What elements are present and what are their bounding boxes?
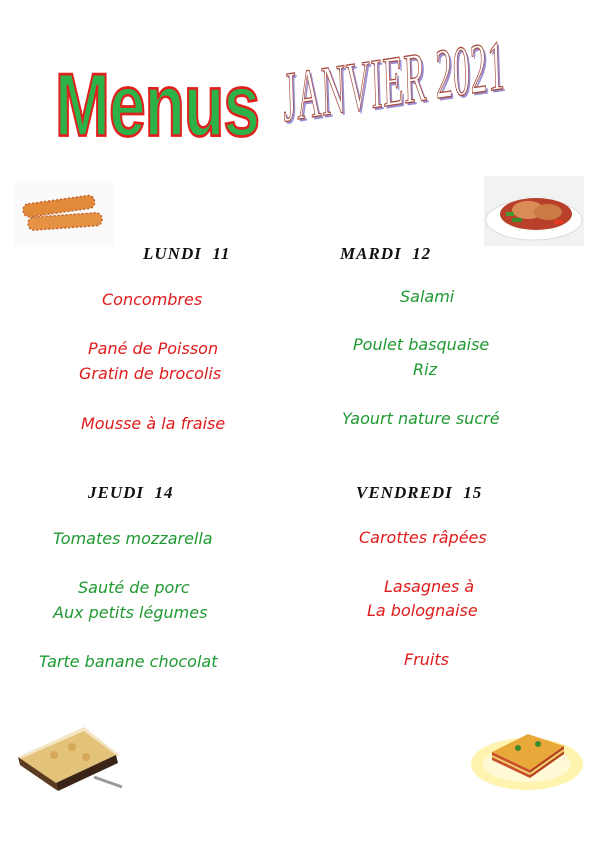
tuesday-main: Poulet basquaise bbox=[353, 335, 490, 354]
chicken-dish-photo bbox=[484, 176, 584, 246]
friday-starter: Carottes râpées bbox=[359, 528, 487, 547]
lasagna-photo bbox=[468, 712, 586, 794]
tuesday-side: Riz bbox=[413, 360, 437, 379]
day-header-thursday: JEUDI 14 bbox=[88, 483, 174, 502]
menu-title: Menus bbox=[55, 54, 260, 155]
day-header-friday: VENDREDI 15 bbox=[356, 483, 483, 502]
monday-dessert: Mousse à la fraise bbox=[81, 414, 226, 433]
friday-side: La bolognaise bbox=[367, 601, 478, 620]
monday-side: Gratin de brocolis bbox=[79, 364, 222, 383]
day-header-monday: LUNDI 11 bbox=[143, 244, 231, 263]
fish-sticks-photo bbox=[14, 181, 114, 247]
banana-chocolate-tart-photo bbox=[14, 717, 126, 795]
thursday-dessert: Tarte banane chocolat bbox=[39, 652, 218, 671]
tuesday-dessert: Yaourt nature sucré bbox=[342, 409, 500, 428]
tuesday-starter: Salami bbox=[400, 287, 455, 306]
thursday-starter: Tomates mozzarella bbox=[53, 529, 213, 548]
thursday-main: Sauté de porc bbox=[78, 578, 190, 597]
day-header-tuesday: MARDI 12 bbox=[340, 244, 432, 263]
month-title: JANVIER 2021 bbox=[281, 25, 507, 138]
friday-dessert: Fruits bbox=[404, 650, 449, 669]
friday-main: Lasagnes à bbox=[384, 577, 475, 596]
monday-starter: Concombres bbox=[102, 290, 203, 309]
monday-main: Pané de Poisson bbox=[88, 339, 219, 358]
thursday-side: Aux petits légumes bbox=[53, 603, 208, 622]
